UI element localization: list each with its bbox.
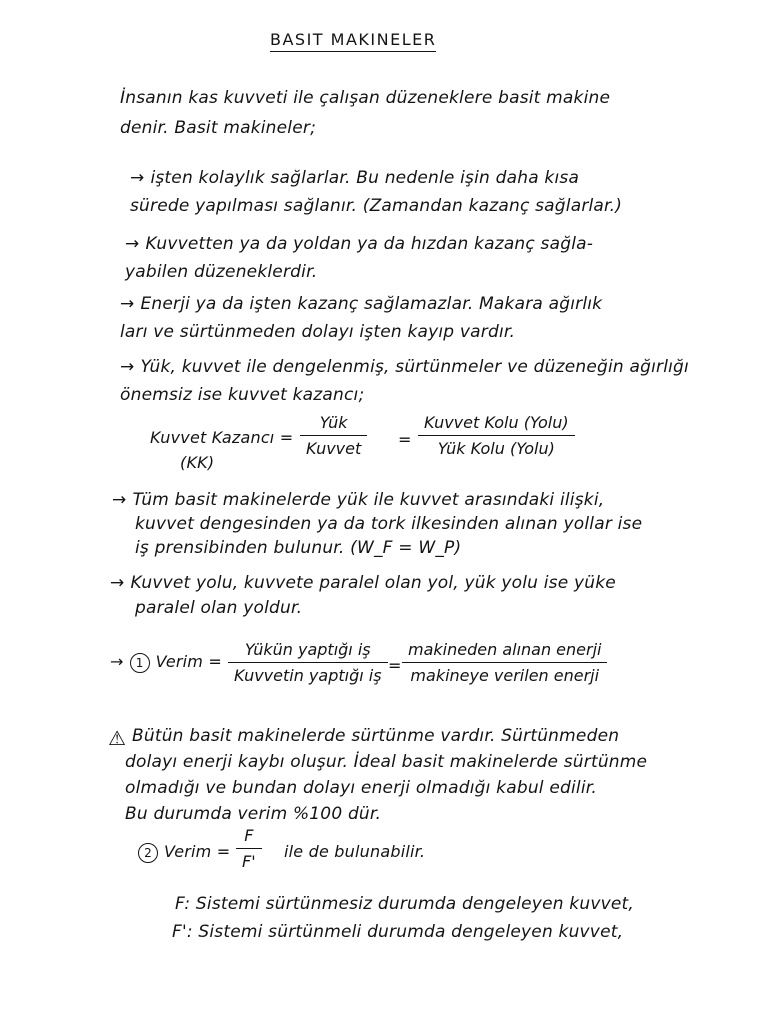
arrow-right-icon: → [120, 357, 135, 377]
bullet-5-line-3: iş prensibinden bulunur. (W_F = W_P) [135, 538, 462, 558]
arrow-right-icon: → [110, 573, 125, 593]
bullet-4-line-2: önemsiz ise kuvvet kazancı; [120, 385, 365, 405]
bullet-3-line-2: ları ve sürtünmeden dolayı işten kayıp vardır. [120, 322, 516, 342]
verim-2-label-row [138, 842, 230, 863]
bullet-6-line-2: paralel olan yoldur. [135, 598, 303, 618]
note-line-4: Bu durumda verim %100 dür. [125, 804, 382, 824]
note-line-2: dolayı enerji kaybı oluşur. İdeal basit makinelerde sürtünme [125, 752, 648, 772]
bullet-4-text-1: Yük, kuvvet ile dengelenmiş, sürtünmeler ve düzeneğin ağırlığı [140, 357, 689, 377]
verim-1-label: Verim = [155, 652, 222, 671]
kk-fraction-2 [418, 413, 575, 458]
verim-2-label: Verim = [164, 842, 231, 861]
arrow-right-icon: → [130, 168, 145, 188]
bullet-5-line-1 [112, 490, 604, 510]
bullet-4-line-1 [120, 357, 689, 377]
verim-2-numerator: F [244, 826, 254, 845]
verim-1-fraction-1 [228, 640, 388, 685]
warning-icon: ⚠ [108, 726, 127, 750]
bullet-1-text-1: işten kolaylık sağlarlar. Bu nedenle işin daha kısa [150, 168, 580, 188]
bullet-3-text-1: Enerji ya da işten kazanç sağlamazlar. Makara ağırlık [140, 294, 603, 314]
bullet-1-line-1 [130, 168, 579, 188]
note-line-3: olmadığı ve bundan dolayı enerji olmadığı kabul edilir. [125, 778, 597, 798]
verim-2-fraction [236, 826, 262, 871]
arrow-right-icon: → [120, 294, 135, 314]
verim-1-label-row [110, 652, 222, 673]
bullet-2-text-1: Kuvvetten ya da yoldan ya da hızdan kazanç sağla- [145, 234, 594, 254]
definition-f-prime: F': Sistemi sürtünmeli durumda dengeleyen kuvvet, [172, 922, 624, 942]
bullet-1-line-2: sürede yapılması sağlanır. (Zamandan kazanç sağlarlar.) [130, 196, 623, 216]
page-title: BASIT MAKINELER [270, 30, 436, 52]
verim-1-equals: = [388, 656, 402, 675]
verim-1-fraction-1-numerator: Yükün yaptığı iş [244, 640, 371, 659]
kk-fraction-2-denominator: Yük Kolu (Yolu) [437, 439, 555, 458]
kk-fraction-2-numerator: Kuvvet Kolu (Yolu) [424, 413, 569, 432]
verim-1-fraction-2 [402, 640, 607, 685]
verim-1-fraction-2-numerator: makineden alınan enerji [408, 640, 602, 659]
verim-2-denominator: F' [242, 852, 256, 871]
bullet-6-line-1 [110, 573, 616, 593]
step-number-1: 1 [130, 653, 150, 673]
intro-line-2: denir. Basit makineler; [120, 118, 316, 138]
verim-2-suffix: ile de bulunabilir. [284, 842, 426, 861]
arrow-right-icon: → [110, 652, 124, 671]
bullet-3-line-1 [120, 294, 602, 314]
arrow-right-icon: → [112, 490, 127, 510]
arrow-right-icon: → [125, 234, 140, 254]
kk-fraction-1 [300, 413, 367, 458]
definition-f: F: Sistemi sürtünmesiz durumda dengeleyen kuvvet, [175, 894, 634, 914]
bullet-2-line-2: yabilen düzeneklerdir. [125, 262, 318, 282]
kk-fraction-1-numerator: Yük [319, 413, 348, 432]
kk-abbr: (KK) [180, 453, 215, 472]
bullet-2-line-1 [125, 234, 593, 254]
intro-line-1: İnsanın kas kuvveti ile çalışan düzeneklere basit makine [120, 88, 611, 108]
verim-1-fraction-1-denominator: Kuvvetin yaptığı iş [234, 666, 382, 685]
kk-equals: = [398, 430, 412, 449]
bullet-5-line-2: kuvvet dengesinden ya da tork ilkesinden alınan yollar ise [135, 514, 643, 534]
bullet-6-text-1: Kuvvet yolu, kuvvete paralel olan yol, yük yolu ise yüke [130, 573, 616, 593]
kk-label: Kuvvet Kazancı = [150, 428, 294, 447]
note-line-1: Bütün basit makinelerde sürtünme vardır. Sürtünmeden [132, 726, 620, 746]
step-number-2: 2 [138, 843, 158, 863]
verim-1-fraction-2-denominator: makineye verilen enerji [410, 666, 600, 685]
bullet-5-text-1: Tüm basit makinelerde yük ile kuvvet arasındaki ilişki, [132, 490, 605, 510]
kk-fraction-1-denominator: Kuvvet [306, 439, 362, 458]
